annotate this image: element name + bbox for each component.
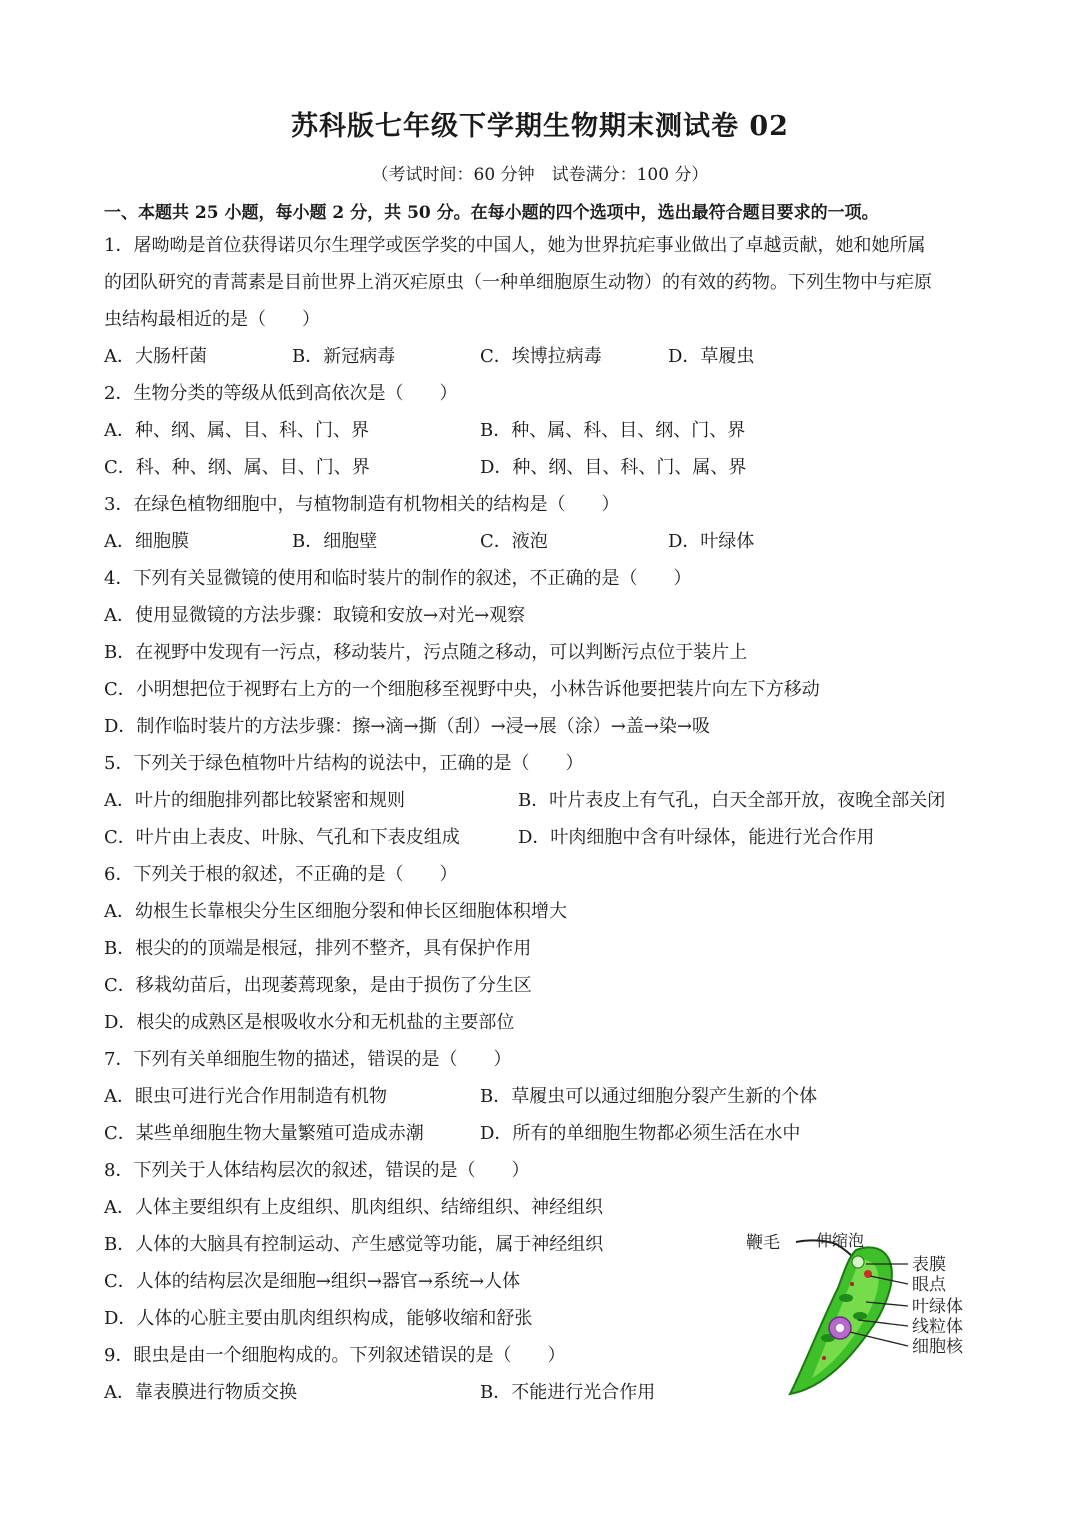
chloroplast-shape <box>839 1294 853 1302</box>
q6-option-d: D．根尖的成熟区是根吸收水分和无机盐的主要部位 <box>104 1012 515 1033</box>
q6-option-c: C．移栽幼苗后，出现萎蔫现象，是由于损伤了分生区 <box>104 975 532 996</box>
q3-option-d: D．叶绿体 <box>668 531 755 552</box>
q2-option-c: C．科、种、纲、属、目、门、界 <box>104 457 370 478</box>
q2-option-d: D．种、纲、目、科、门、属、界 <box>480 457 747 478</box>
vacuole-shape <box>852 1256 864 1268</box>
q9-option-b: B．不能进行光合作用 <box>480 1382 656 1403</box>
question-3: 3．在绿色植物细胞中，与植物制造有机物相关的结构是（ ） <box>104 494 620 515</box>
euglena-diagram <box>728 1198 978 1398</box>
label-contractile-vacuole: 伸缩泡 <box>816 1231 865 1250</box>
q3-option-c: C．液泡 <box>480 531 548 552</box>
mitochondria-dot <box>850 1282 854 1286</box>
question-1-line-3: 虫结构最相近的是（ ） <box>104 309 320 330</box>
q1-option-a: A．大肠杆菌 <box>104 346 207 367</box>
q9-option-a: A．靠表膜进行物质交换 <box>104 1382 297 1403</box>
q3-option-b: B．细胞壁 <box>292 531 378 552</box>
q4-option-d: D．制作临时装片的方法步骤：擦→滴→撕（刮）→浸→展（涂）→盖→染→吸 <box>104 716 711 737</box>
q5-option-d: D．叶肉细胞中含有叶绿体，能进行光合作用 <box>518 827 875 848</box>
question-6: 6．下列关于根的叙述，不正确的是（ ） <box>104 864 458 885</box>
exam-info: （考试时间：60 分钟 试卷满分：100 分） <box>371 165 709 185</box>
q6-option-b: B．根尖的的顶端是根冠，排列不整齐，具有保护作用 <box>104 938 532 959</box>
euglena-illustration <box>728 1198 978 1398</box>
label-chloroplast: 叶绿体 <box>912 1297 963 1317</box>
q5-option-c: C．叶片由上表皮、叶脉、气孔和下表皮组成 <box>104 827 460 848</box>
q4-option-b: B．在视野中发现有一污点，移动装片，污点随之移动，可以判断污点位于装片上 <box>104 642 748 663</box>
question-5: 5．下列关于绿色植物叶片结构的说法中，正确的是（ ） <box>104 753 584 774</box>
q5-option-a: A．叶片的细胞排列都比较紧密和规则 <box>104 790 405 811</box>
q1-option-b: B．新冠病毒 <box>292 346 396 367</box>
question-1-line-2: 的团队研究的青蒿素是目前世界上消灭疟原虫（一种单细胞原生动物）的有效的药物。下列生物中与疟原 <box>104 272 932 293</box>
section-heading: 一、本题共 25 小题，每小题 2 分，共 50 分。在每小题的四个选项中，选出最符合题目要求的一项。 <box>104 203 879 223</box>
q4-option-c: C．小明想把位于视野右上方的一个细胞移至视野中央，小林告诉他要把装片向左下方移动 <box>104 679 820 700</box>
q6-option-a: A．幼根生长靠根尖分生区细胞分裂和伸长区细胞体积增大 <box>104 901 567 922</box>
q7-option-d: D．所有的单细胞生物都必须生活在水中 <box>480 1123 801 1144</box>
q2-option-a: A．种、纲、属、目、科、门、界 <box>104 420 369 441</box>
label-nucleus: 细胞核 <box>912 1337 963 1357</box>
question-1-line-1: 1．屠呦呦是首位获得诺贝尔生理学或医学奖的中国人，她为世界抗疟事业做出了卓越贡献，她和她所属 <box>104 235 926 256</box>
q7-option-a: A．眼虫可进行光合作用制造有机物 <box>104 1086 387 1107</box>
q1-option-c: C．埃博拉病毒 <box>480 346 602 367</box>
label-pellicle: 表膜 <box>912 1255 946 1275</box>
label-eyespot: 眼点 <box>912 1275 946 1295</box>
q8-option-a: A．人体主要组织有上皮组织、肌肉组织、结缔组织、神经组织 <box>104 1197 603 1218</box>
question-2: 2．生物分类的等级从低到高依次是（ ） <box>104 383 458 404</box>
q2-option-b: B．种、属、科、目、纲、门、界 <box>480 420 746 441</box>
q8-option-b: B．人体的大脑具有控制运动、产生感觉等功能，属于神经组织 <box>104 1234 604 1255</box>
page-title: 苏科版七年级下学期生物期末测试卷 02 <box>291 111 789 142</box>
question-9: 9．眼虫是由一个细胞构成的。下列叙述错误的是（ ） <box>104 1345 566 1366</box>
q3-option-a: A．细胞膜 <box>104 531 189 552</box>
nucleolus-shape <box>836 1324 844 1332</box>
chloroplast-shape <box>853 1312 867 1320</box>
q8-option-d: D．人体的心脏主要由肌肉组织构成，能够收缩和舒张 <box>104 1308 533 1329</box>
q7-option-b: B．草履虫可以通过细胞分裂产生新的个体 <box>480 1086 818 1107</box>
question-8: 8．下列关于人体结构层次的叙述，错误的是（ ） <box>104 1160 530 1181</box>
mitochondria-dot <box>822 1356 826 1360</box>
label-mitochondria: 线粒体 <box>912 1317 963 1337</box>
label-flagellum: 鞭毛 <box>746 1233 780 1253</box>
q1-option-d: D．草履虫 <box>668 346 755 367</box>
q4-option-a: A．使用显微镜的方法步骤：取镜和安放→对光→观察 <box>104 605 526 626</box>
q7-option-c: C．某些单细胞生物大量繁殖可造成赤潮 <box>104 1123 424 1144</box>
question-7: 7．下列有关单细胞生物的描述，错误的是（ ） <box>104 1049 512 1070</box>
q8-option-c: C．人体的结构层次是细胞→组织→器官→系统→人体 <box>104 1271 521 1292</box>
question-4: 4．下列有关显微镜的使用和临时装片的制作的叙述，不正确的是（ ） <box>104 568 692 589</box>
q5-option-b: B．叶片表皮上有气孔，白天全部开放，夜晚全部关闭 <box>518 790 946 811</box>
